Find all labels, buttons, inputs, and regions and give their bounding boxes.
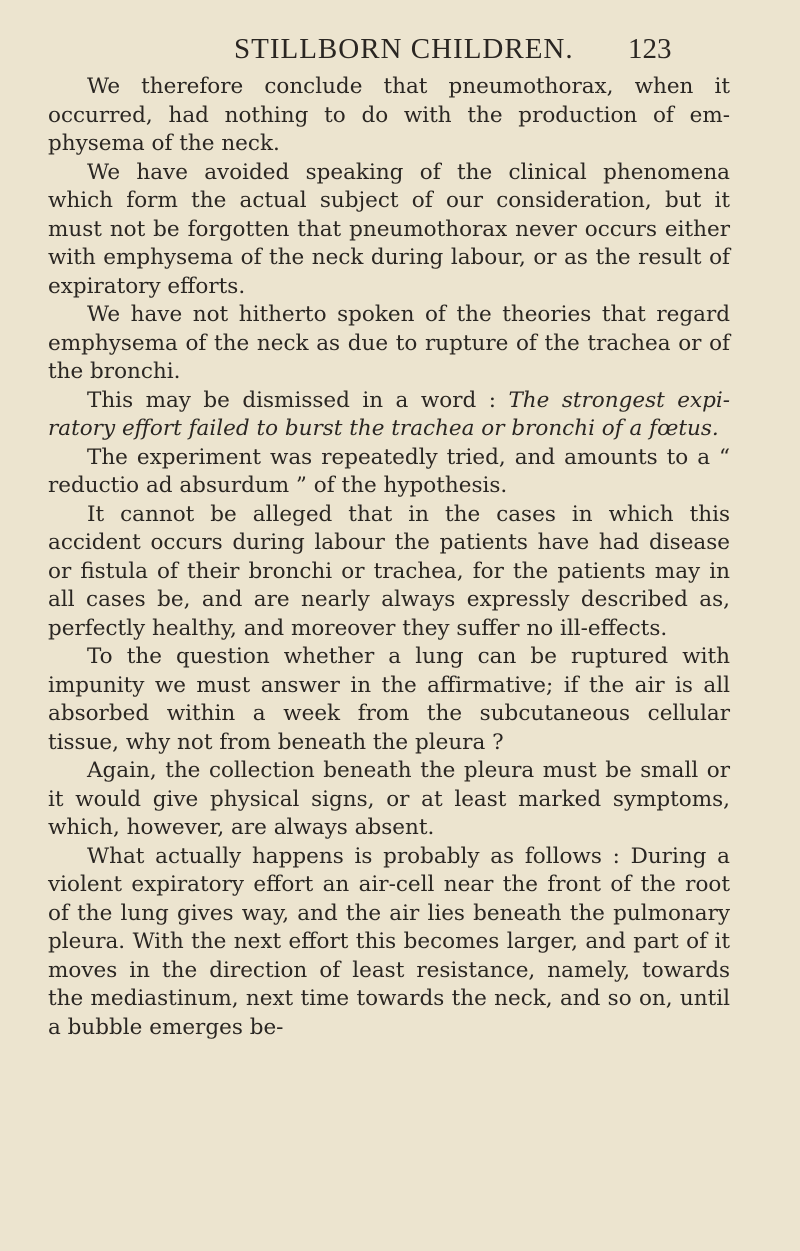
paragraph-collection: Again, the collection beneath the pleura must be small or it would give physical signs, or at least marked symptoms, which, however, are always absent. [48,758,730,840]
running-title: STILLBORN CHILDREN. [234,33,574,65]
dismissal-emphasis: The strongest expiratory effort failed to burst the trachea or bronchi of a fœtus. [48,387,730,441]
paragraph-dismissal [48,387,730,444]
paragraph-what-happens: What actually happens is probably as follows : During a violent expiratory effort an air-cell near the front of the root of the lung gives way, and the air lies beneath the pulmonary pleura. With the next effort this becomes larger, and part of it moves in the direction of least resistance, namely, towards the mediastinum, next time towards the neck, and so on, until a bubble emerges be- [48,843,730,1040]
body-text [48,73,730,1042]
dismissal-lead: This may be dismissed in a word : [87,387,509,413]
paragraph-theories: We have not hitherto spoken of the theories that regard emphysema of the neck as due to rupture of the trachea or of the bronchi. [48,302,730,384]
running-head [0,32,800,66]
paragraph-question: To the question whether a lung can be ruptured with impunity we must answer in the affirmative; if the air is all absorbed within a week from the subcutaneous cellular tissue, why not from beneath the pleura ? [48,644,730,755]
paragraph-clinical-phenomena: We have avoided speaking of the clinical phenomena which form the actual subject of our consideration, but it must not be forgotten that pneumothorax never occurs either with emphysema of the neck during labour, or as the result of expiratory efforts. [48,159,730,299]
page-number: 123 [628,33,672,65]
paragraph-conclusion: We therefore conclude that pneumothorax, when it occurred, had nothing to do with the production of emphysema of the neck. [48,74,730,156]
paragraph-alleged: It cannot be alleged that in the cases in which this accident occurs during labour the patients have had disease or fistula of their bronchi or trachea, for the patients may in all cases be, and are nearly always expressly described as, perfectly healthy, and moreover they suffer no ill-effects. [48,501,730,641]
paragraph-experiment: The experiment was repeatedly tried, and amounts to a “ reductio ad absurdum ” of the hypothesis. [48,444,730,498]
